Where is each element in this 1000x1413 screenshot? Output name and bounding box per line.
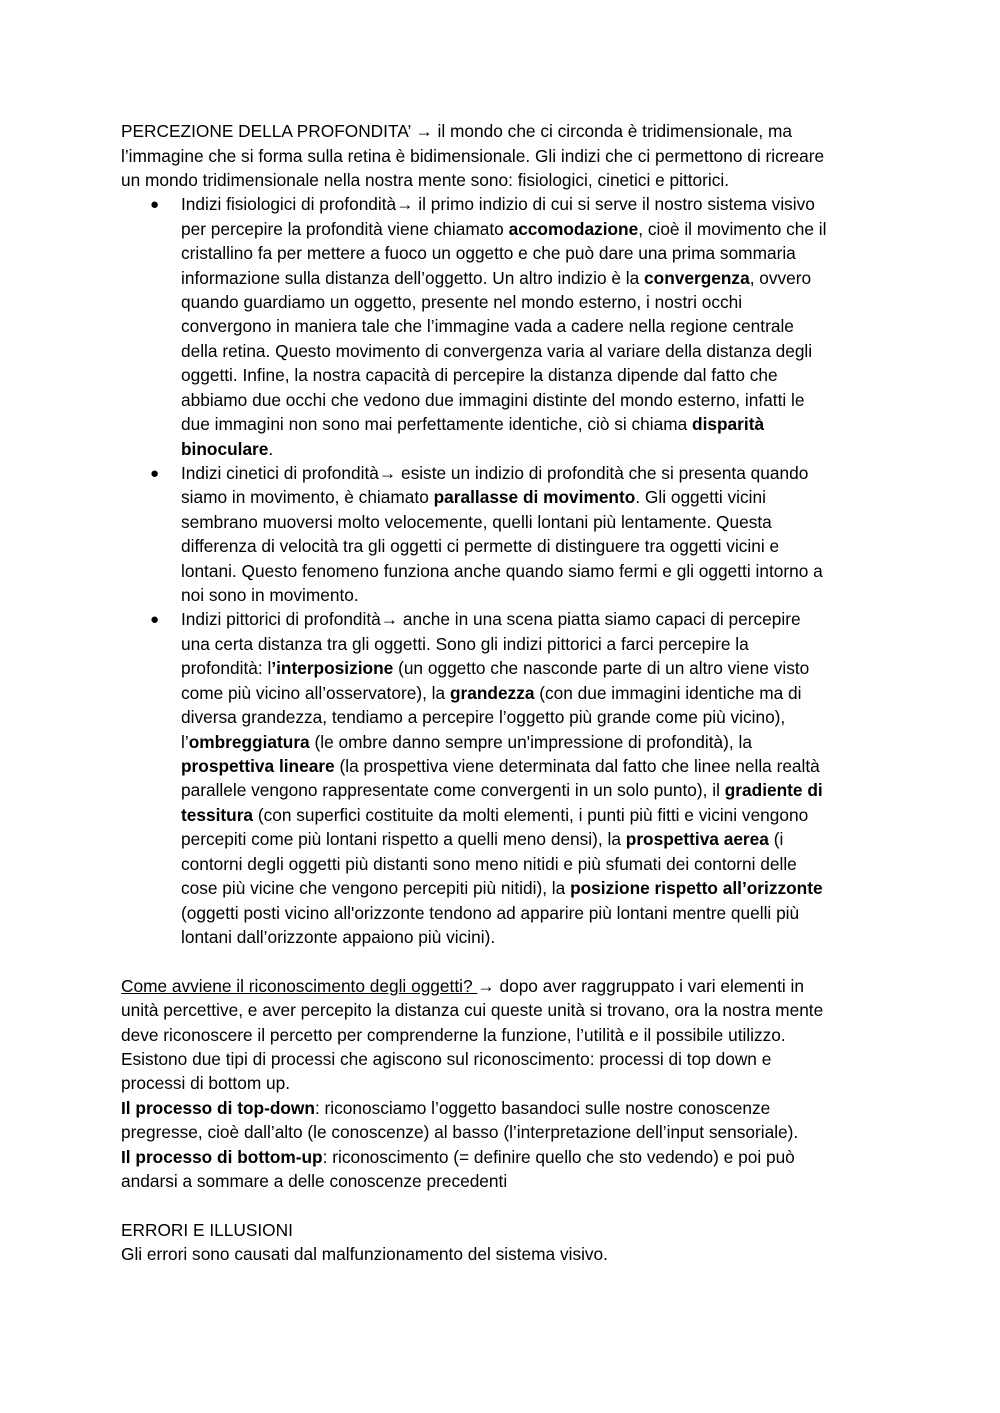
bullet-line: differenza di velocità tra gli oggetti ci permette di distinguere tra oggetti vicini e bbox=[181, 536, 780, 556]
bold-term: Il processo di top-down bbox=[121, 1098, 315, 1118]
bullet-line: lontani dall’orizzonte appaiono più vicini). bbox=[181, 927, 496, 947]
section-heading: ERRORI E ILLUSIONI bbox=[121, 1220, 293, 1240]
bullet-line: lontani. Questo fenomeno funziona anche quando siamo fermi e gli oggetti intorno a bbox=[181, 561, 823, 581]
paragraph-line: andarsi a sommare a delle conoscenze precedenti bbox=[121, 1171, 508, 1191]
bold-term: binoculare bbox=[181, 439, 269, 459]
bold-term: ’interposizione bbox=[271, 658, 394, 678]
bullet-line: parallele vengono rappresentate come convergenti in un solo punto), il gradiente di bbox=[181, 780, 823, 800]
bullet-line: noi sono in movimento. bbox=[181, 585, 359, 605]
bold-term: ombreggiatura bbox=[188, 732, 310, 752]
bullet-line: contorni degli oggetti più distanti sono meno nitidi e più sfumati dei contorni delle bbox=[181, 854, 797, 874]
intro-line: PERCEZIONE DELLA PROFONDITA’ → il mondo che ci circonda è tridimensionale, ma bbox=[121, 121, 792, 141]
bullet-line: percepiti come più lontani rispetto a quelli meno densi), la prospettiva aerea (i bbox=[181, 829, 784, 849]
bold-term: Il processo di bottom-up bbox=[121, 1147, 323, 1167]
bullet-icon: ● bbox=[150, 465, 160, 482]
bold-term: accomodazione bbox=[508, 219, 639, 239]
paragraph-line: deve riconoscere il percetto per comprenderne la funzione, l’utilità e il possibile utilizzo. bbox=[121, 1025, 786, 1045]
bold-term: gradiente di bbox=[724, 780, 823, 800]
bold-term: grandezza bbox=[449, 683, 535, 703]
bullet-line: per percepire la profondità viene chiamato accomodazione, cioè il movimento che il bbox=[181, 219, 827, 239]
bullet-line: binoculare. bbox=[181, 439, 274, 459]
bullet-line: l’ombreggiatura (le ombre danno sempre un'impressione di profondità), la bbox=[181, 732, 752, 752]
bullet-icon: ● bbox=[150, 196, 160, 213]
paragraph-line: processi di bottom up. bbox=[121, 1073, 291, 1093]
intro-line: l’immagine che si forma sulla retina è bidimensionale. Gli indizi che ci permettono di ricreare bbox=[121, 146, 825, 166]
bold-term: prospettiva aerea bbox=[625, 829, 769, 849]
bullet-line: sembrano muoversi molto velocemente, quelli lontani più lentamente. Questa bbox=[181, 512, 772, 532]
paragraph-line: Il processo di top-down: riconosciamo l’oggetto basandoci sulle nostre conoscenze bbox=[121, 1098, 771, 1118]
bullet-line: cristallino fa per mettere a fuoco un oggetto e che può dare una prima sommaria bbox=[181, 243, 796, 263]
bold-term: disparità bbox=[692, 414, 765, 434]
paragraph-line: pregresse, cioè dall’alto (le conoscenze) al basso (l’interpretazione dell’input sensoriale). bbox=[121, 1122, 799, 1142]
bullet-line: prospettiva lineare (la prospettiva viene determinata dal fatto che linee nella realtà bbox=[181, 756, 820, 776]
bullet-line: abbiamo due occhi che vedono due immagini distinte del mondo esterno, infatti le bbox=[181, 390, 805, 410]
bullet-line: (oggetti posti vicino all'orizzonte tendono ad apparire più lontani mentre quelli più bbox=[181, 903, 800, 923]
bold-term: prospettiva lineare bbox=[181, 756, 335, 776]
bold-term: parallasse di movimento bbox=[433, 487, 636, 507]
bullet-line: quando guardiamo un oggetto, presente nel mondo esterno, i nostri occhi bbox=[181, 292, 743, 312]
paragraph-line: Gli errori sono causati dal malfunzionamento del sistema visivo. bbox=[121, 1244, 608, 1264]
paragraph-line: Come avviene il riconoscimento degli oggetti? → dopo aver raggruppato i vari elementi in bbox=[121, 976, 804, 996]
bullet-line: convergono in maniera tale che l’immagine vada a cadere nella regione centrale bbox=[181, 316, 794, 336]
bullet-line: Indizi cinetici di profondità→ esiste un indizio di profondità che si presenta quando bbox=[181, 463, 809, 483]
bullet-line: cose più vicine che vengono percepiti più nitidi), la posizione rispetto all’orizzonte bbox=[181, 878, 823, 898]
bullet-line: oggetti. Infine, la nostra capacità di percepire la distanza dipende dal fatto che bbox=[181, 365, 778, 385]
bullet-line: della retina. Questo movimento di convergenza varia al variare della distanza degli bbox=[181, 341, 813, 361]
bullet-line: profondità: l’interposizione (un oggetto che nasconde parte di un altro viene visto bbox=[181, 658, 810, 678]
bullet-line: informazione sulla distanza dell’oggetto. Un altro indizio è la convergenza, ovvero bbox=[181, 268, 812, 288]
paragraph-line: unità percettive, e aver percepito la distanza cui queste unità si trovano, ora la nostra mente bbox=[121, 1000, 824, 1020]
bullet-line: tessitura (con superfici costituite da molti elementi, i punti più fitti e vicini vengono bbox=[181, 805, 809, 825]
bullet-line: siamo in movimento, è chiamato parallasse di movimento. Gli oggetti vicini bbox=[181, 487, 766, 507]
bullet-line: Indizi pittorici di profondità→ anche in una scena piatta siamo capaci di percepire bbox=[181, 609, 801, 629]
bullet-line: una certa distanza tra gli oggetti. Sono gli indizi pittorici a farci percepire la bbox=[181, 634, 749, 654]
bullet-line: come più vicino all’osservatore), la grandezza (con due immagini identiche ma di bbox=[181, 683, 802, 703]
underlined-question: Come avviene il riconoscimento degli oggetti? bbox=[121, 976, 478, 996]
bullet-line: diversa grandezza, tendiamo a percepire l’oggetto più grande come più vicino), bbox=[181, 707, 786, 727]
paragraph-line: Il processo di bottom-up: riconoscimento (= definire quello che sto vedendo) e poi può bbox=[121, 1147, 795, 1167]
bullet-line: Indizi fisiologici di profondità→ il primo indizio di cui si serve il nostro sistema visivo bbox=[181, 194, 815, 214]
bullet-icon: ● bbox=[150, 611, 160, 628]
bold-term: posizione rispetto all’orizzonte bbox=[570, 878, 823, 898]
paragraph-line: Esistono due tipi di processi che agiscono sul riconoscimento: processi di top down e bbox=[121, 1049, 772, 1069]
bold-term: convergenza bbox=[644, 268, 750, 288]
bullet-line: due immagini non sono mai perfettamente identiche, ciò si chiama disparità bbox=[181, 414, 765, 434]
bold-term: tessitura bbox=[181, 805, 254, 825]
intro-line: un mondo tridimensionale nella nostra mente sono: fisiologici, cinetici e pittorici. bbox=[121, 170, 730, 190]
